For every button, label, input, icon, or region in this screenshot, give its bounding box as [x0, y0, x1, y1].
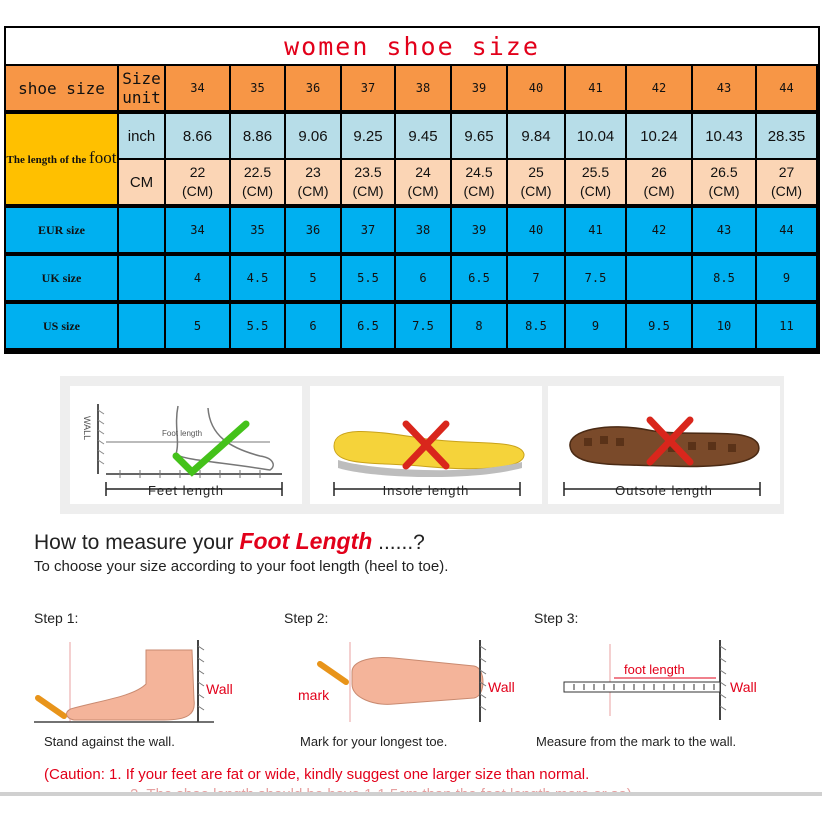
inch-cell: 28.35	[757, 114, 816, 158]
howto-title-pre: How to measure your	[34, 531, 234, 554]
step-3-caption: Measure from the mark to the wall.	[536, 734, 737, 749]
eur-size-label: EUR size	[6, 208, 117, 252]
header-size-cell: 40	[508, 66, 564, 110]
uk-size-cell: 7.5	[566, 256, 625, 300]
cm-cell	[508, 160, 564, 204]
header-shoe-size: shoe size	[6, 66, 117, 110]
cm-cell	[342, 160, 394, 204]
header-size-cell: 41	[566, 66, 625, 110]
step-2-label: Step 2:	[284, 610, 329, 626]
eur-size-cell: 39	[452, 208, 506, 252]
howto-title-highlight: Foot Length	[239, 528, 373, 554]
header-size-cell: 39	[452, 66, 506, 110]
howto-subtitle: To choose your size according to your foot length (heel to toe).	[34, 558, 449, 575]
inch-cell: 8.66	[166, 114, 229, 158]
inch-cell: 9.65	[452, 114, 506, 158]
outsole-length-caption: Outsole length	[615, 483, 713, 498]
cm-value: 22	[189, 164, 206, 180]
uk-size-cell: 4.5	[231, 256, 284, 300]
eur-size-cell: 44	[757, 208, 816, 252]
us-size-cell: 11	[757, 304, 816, 348]
step-1-label: Step 1:	[34, 610, 79, 626]
cm-cell	[566, 160, 625, 204]
foot-length-label-big: foot	[89, 148, 117, 167]
uk-size-cell: 4	[166, 256, 229, 300]
cm-cell	[396, 160, 450, 204]
feet-length-panel	[70, 386, 302, 504]
step-3-foot-length: foot length	[624, 662, 685, 677]
ruler	[564, 682, 720, 692]
uk-unit-cell	[119, 256, 164, 300]
foot-length-tag: Foot length	[162, 429, 203, 438]
outsole-length-panel	[548, 386, 780, 504]
header-size-cell: 35	[231, 66, 284, 110]
us-size-cell: 9	[566, 304, 625, 348]
step-2-wall: Wall	[488, 679, 515, 695]
step-3-label: Step 3:	[534, 610, 579, 626]
cm-cell	[166, 160, 229, 204]
foot-length-label-small: The length of the	[6, 154, 87, 166]
uk-size-cell: 6.5	[452, 256, 506, 300]
cm-cell	[231, 160, 284, 204]
eur-size-cell: 35	[231, 208, 284, 252]
cm-value: 25	[528, 164, 544, 180]
us-size-cell: 8.5	[508, 304, 564, 348]
header-size-cell: 37	[342, 66, 394, 110]
pencil-icon	[320, 664, 346, 682]
us-size-cell: 9.5	[627, 304, 691, 348]
howto-title	[34, 528, 425, 555]
us-size-cell: 5	[166, 304, 229, 348]
insole-length-caption: Insole length	[382, 483, 470, 498]
us-size-cell: 6.5	[342, 304, 394, 348]
eur-size-cell: 41	[566, 208, 625, 252]
inch-cell: 10.43	[693, 114, 755, 158]
cm-cell	[286, 160, 340, 204]
header-size-cell: 38	[396, 66, 450, 110]
cm-value: 23	[305, 164, 321, 180]
us-size-cell: 8	[452, 304, 506, 348]
cm-unit: (CM)	[352, 183, 384, 199]
inch-cell: 8.86	[231, 114, 284, 158]
step-1-caption: Stand against the wall.	[44, 734, 175, 749]
cm-unit: (CM)	[520, 183, 552, 199]
eur-size-cell: 43	[693, 208, 755, 252]
uk-size-label: UK size	[6, 256, 117, 300]
divider	[0, 360, 822, 370]
cm-value: 23.5	[354, 164, 382, 180]
cm-unit-label: CM	[119, 160, 164, 204]
eur-size-cell: 34	[166, 208, 229, 252]
wall-label: WALL	[82, 416, 92, 441]
cm-unit: (CM)	[643, 183, 675, 199]
inch-cell: 9.45	[396, 114, 450, 158]
uk-size-cell: 9	[757, 256, 816, 300]
cm-value: 26	[651, 164, 667, 180]
insole-length-panel	[310, 386, 542, 504]
eur-size-cell: 40	[508, 208, 564, 252]
table-title: women shoe size	[6, 28, 818, 64]
size-table	[4, 26, 820, 354]
cm-cell	[452, 160, 506, 204]
pencil-icon	[38, 698, 64, 716]
howto-title-post: ......?	[378, 531, 425, 554]
us-size-cell: 6	[286, 304, 340, 348]
cm-cell	[757, 160, 816, 204]
us-unit-cell	[119, 304, 164, 348]
cm-unit: (CM)	[463, 183, 495, 199]
cm-unit: (CM)	[297, 183, 329, 199]
us-size-label: US size	[6, 304, 117, 348]
inch-cell: 9.25	[342, 114, 394, 158]
inch-cell: 10.24	[627, 114, 691, 158]
eur-unit-cell	[119, 208, 164, 252]
header-size-cell: 43	[693, 66, 755, 110]
uk-size-cell: 5.5	[342, 256, 394, 300]
cm-value: 27	[778, 164, 795, 180]
cm-value: 24	[415, 164, 431, 180]
header-size-unit: Size unit	[119, 66, 164, 110]
uk-size-cell: 5	[286, 256, 340, 300]
header-size-cell: 42	[627, 66, 691, 110]
step-2-caption: Mark for your longest toe.	[300, 734, 448, 749]
header-size-cell: 36	[286, 66, 340, 110]
cm-unit: (CM)	[241, 183, 274, 199]
foot-length-label	[6, 114, 117, 204]
step-2-mark: mark	[298, 687, 330, 703]
step-1-illustration	[34, 636, 254, 726]
caution-note: (Caution: 1. If your feet are fat or wide, kindly suggest one larger size than normal.	[44, 766, 590, 783]
us-size-cell: 7.5	[396, 304, 450, 348]
step-3-illustration	[544, 636, 804, 726]
cm-value: 25.5	[581, 164, 610, 180]
cm-unit: (CM)	[407, 183, 439, 199]
cm-cell	[693, 160, 755, 204]
inch-unit-label: inch	[119, 114, 164, 158]
inch-cell: 10.04	[566, 114, 625, 158]
inch-cell: 9.06	[286, 114, 340, 158]
step-1-wall: Wall	[206, 681, 233, 697]
uk-size-cell: 8.5	[693, 256, 755, 300]
cm-unit: (CM)	[579, 183, 612, 199]
us-size-cell: 10	[693, 304, 755, 348]
inch-cell: 9.84	[508, 114, 564, 158]
cm-cell	[627, 160, 691, 204]
measure-panels	[60, 376, 784, 514]
cut-line	[0, 792, 822, 796]
uk-size-cell: 7	[508, 256, 564, 300]
eur-size-cell: 42	[627, 208, 691, 252]
uk-size-cell	[627, 256, 691, 300]
cm-value: 26.5	[710, 164, 738, 180]
eur-size-cell: 37	[342, 208, 394, 252]
header-size-cell: 44	[757, 66, 816, 110]
cm-unit: (CM)	[181, 183, 214, 199]
cm-value: 24.5	[465, 164, 493, 180]
eur-size-cell: 38	[396, 208, 450, 252]
uk-size-cell: 6	[396, 256, 450, 300]
step-2-illustration	[294, 636, 534, 726]
cm-unit: (CM)	[770, 183, 803, 199]
cm-value: 22.5	[243, 164, 272, 180]
feet-length-caption: Feet length	[147, 483, 225, 498]
eur-size-cell: 36	[286, 208, 340, 252]
cm-unit: (CM)	[708, 183, 740, 199]
step-3-wall: Wall	[730, 679, 757, 695]
header-size-cell: 34	[166, 66, 229, 110]
us-size-cell: 5.5	[231, 304, 284, 348]
